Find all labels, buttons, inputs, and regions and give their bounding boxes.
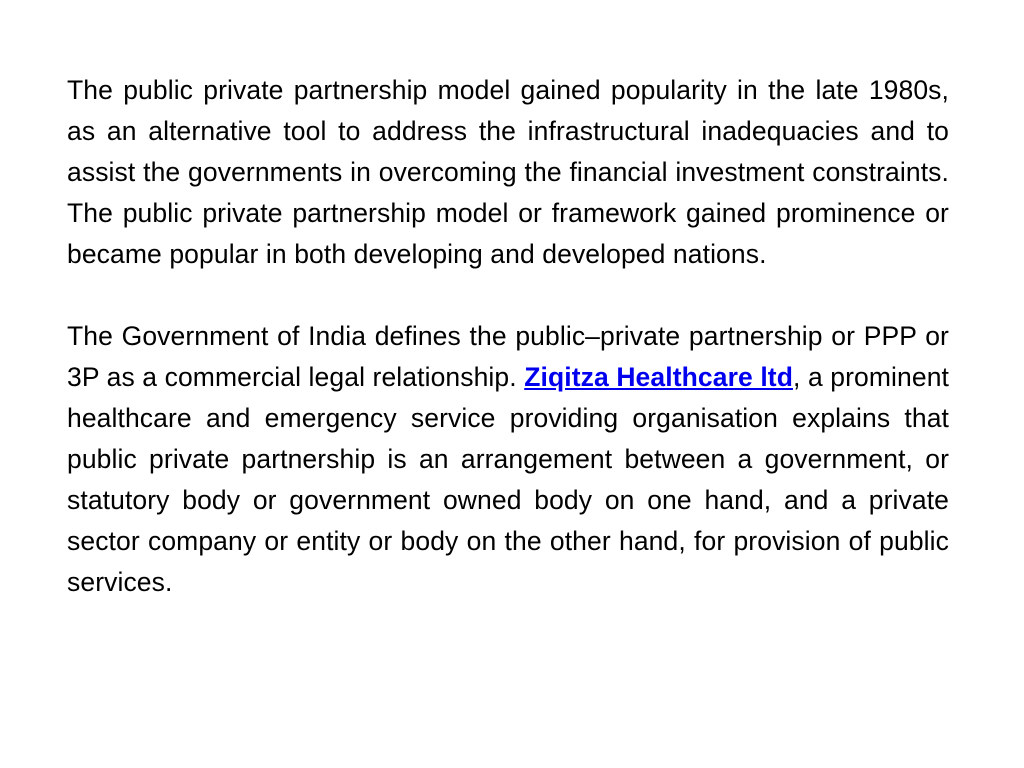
paragraph-ppp-history-text: The public private partnership model gained popularity in the late 1980s, as an alternative tool to address the infrastructural inadequacies and to assist the governments in overcoming the financial investment constraints. The public private partnership model or framework gained prominence or became popular in both developing and developed nations. — [67, 75, 949, 269]
paragraph-ppp-definition — [67, 316, 949, 603]
paragraph-ppp-history — [67, 70, 949, 275]
slide-content — [67, 70, 949, 603]
ziqitza-healthcare-link[interactable]: Ziqitza Healthcare ltd — [524, 362, 793, 392]
paragraph-spacer — [67, 275, 949, 316]
paragraph-definition-rest: , a prominent healthcare and emergency service providing organisation explains that public private partnership is an arrangement between a government, or statutory body or government owned body on one hand, and a private sector company or entity or body on the other hand, for provision of public services. — [67, 362, 950, 597]
paragraph-definition-intro: The Government of India defines the public–private partnership or PPP or 3P as a commercial legal relationship. — [67, 321, 949, 392]
